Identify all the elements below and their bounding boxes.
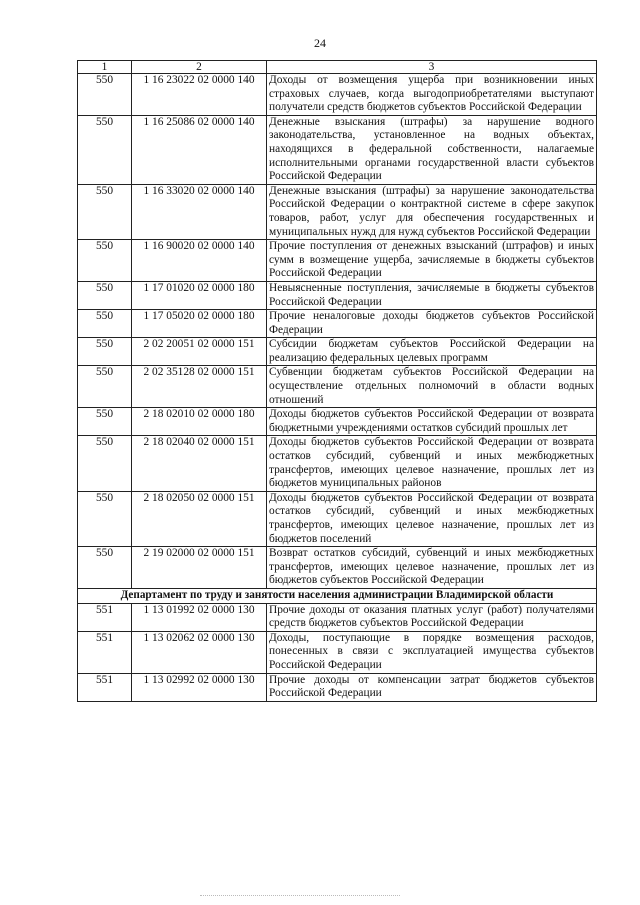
description-cell: Невыясненные поступления, зачисляемые в бюджеты субъектов Российской Федерации [267, 281, 597, 309]
description-cell: Денежные взыскания (штрафы) за нарушение законодательства Российской Федерации о контрактной системе в сфере закупок товаров, работ, услуг для обеспечения государственных и муниципальных нужд для нужд субъектов Российской Федерации [267, 184, 597, 239]
description-cell: Прочие доходы от компенсации затрат бюджетов субъектов Российской Федерации [267, 673, 597, 701]
revenue-code-cell: 2 18 02010 02 0000 180 [132, 408, 267, 436]
admin-code-cell: 550 [78, 491, 132, 546]
admin-code-cell: 551 [78, 631, 132, 673]
admin-code-cell: 550 [78, 408, 132, 436]
revenue-code-cell: 1 17 01020 02 0000 180 [132, 281, 267, 309]
header-col-1: 1 [78, 61, 132, 74]
revenue-code-cell: 2 18 02050 02 0000 151 [132, 491, 267, 546]
page-number: 24 [314, 36, 326, 50]
admin-code-cell: 550 [78, 547, 132, 589]
admin-code-cell: 550 [78, 115, 132, 184]
table-row [78, 74, 597, 116]
scan-artifact [200, 895, 400, 898]
description-cell: Прочие доходы от оказания платных услуг (работ) получателями средств бюджетов субъектов Российской Федерации [267, 603, 597, 631]
admin-code-cell: 550 [78, 436, 132, 491]
table-row [78, 115, 597, 184]
description-cell: Доходы от возмещения ущерба при возникновении иных страховых случаев, когда выгодоприобретателями выступают получатели средств бюджетов субъектов Российской Федерации [267, 74, 597, 116]
admin-code-cell: 551 [78, 673, 132, 701]
revenue-code-cell: 1 16 90020 02 0000 140 [132, 240, 267, 282]
admin-code-cell: 550 [78, 184, 132, 239]
header-col-3: 3 [267, 61, 597, 74]
description-cell: Прочие неналоговые доходы бюджетов субъектов Российской Федерации [267, 310, 597, 338]
table-row [78, 366, 597, 408]
admin-code-cell: 550 [78, 281, 132, 309]
admin-code-cell: 550 [78, 310, 132, 338]
table-row [78, 603, 597, 631]
revenue-code-cell: 1 13 02992 02 0000 130 [132, 673, 267, 701]
table-row [78, 408, 597, 436]
revenue-code-cell: 1 13 02062 02 0000 130 [132, 631, 267, 673]
description-cell: Доходы бюджетов субъектов Российской Федерации от возврата остатков субсидий, субвенций и иных межбюджетных трансфертов, имеющих целевое назначение, прошлых лет из бюджетов поселений [267, 491, 597, 546]
description-cell: Доходы бюджетов субъектов Российской Федерации от возврата бюджетными учреждениями остатков субсидий прошлых лет [267, 408, 597, 436]
description-cell: Возврат остатков субсидий, субвенций и иных межбюджетных трансфертов, имеющих целевое назначение, прошлых лет из бюджетов субъектов Российской Федерации [267, 547, 597, 589]
department-row [78, 588, 597, 603]
revenue-code-cell: 2 18 02040 02 0000 151 [132, 436, 267, 491]
description-cell: Доходы бюджетов субъектов Российской Федерации от возврата остатков субсидий, субвенций и иных межбюджетных трансфертов, имеющих целевое назначение, прошлых лет из бюджетов муниципальных районов [267, 436, 597, 491]
table-row [78, 547, 597, 589]
table-row [78, 491, 597, 546]
description-cell: Доходы, поступающие в порядке возмещения расходов, понесенных в связи с эксплуатацией имущества субъектов Российской Федерации [267, 631, 597, 673]
table-row [78, 631, 597, 673]
revenue-code-cell: 2 02 20051 02 0000 151 [132, 338, 267, 366]
description-cell: Субвенции бюджетам субъектов Российской Федерации на осуществление отдельных полномочий в области водных отношений [267, 366, 597, 408]
table-row [78, 281, 597, 309]
admin-code-cell: 550 [78, 338, 132, 366]
admin-code-cell: 550 [78, 366, 132, 408]
description-cell: Прочие поступления от денежных взысканий (штрафов) и иных сумм в возмещение ущерба, зачисляемые в бюджеты субъектов Российской Федерации [267, 240, 597, 282]
admin-code-cell: 550 [78, 240, 132, 282]
table-row [78, 184, 597, 239]
department-title: Департамент по труду и занятости населения администрации Владимирской области [78, 588, 597, 603]
table-row [78, 673, 597, 701]
description-cell: Денежные взыскания (штрафы) за нарушение водного законодательства, установленное на водных объектах, находящихся в федеральной собственности, налагаемые исполнительными органами государственной власти субъектов Российской Федерации [267, 115, 597, 184]
revenue-code-cell: 1 16 33020 02 0000 140 [132, 184, 267, 239]
revenue-code-cell: 1 17 05020 02 0000 180 [132, 310, 267, 338]
revenue-code-cell: 2 19 02000 02 0000 151 [132, 547, 267, 589]
admin-code-cell: 551 [78, 603, 132, 631]
revenue-table [77, 60, 597, 702]
header-col-2: 2 [132, 61, 267, 74]
revenue-code-cell: 2 02 35128 02 0000 151 [132, 366, 267, 408]
table-header-row [78, 61, 597, 74]
description-cell: Субсидии бюджетам субъектов Российской Федерации на реализацию федеральных целевых программ [267, 338, 597, 366]
table-row [78, 240, 597, 282]
revenue-code-cell: 1 13 01992 02 0000 130 [132, 603, 267, 631]
revenue-code-cell: 1 16 23022 02 0000 140 [132, 74, 267, 116]
table-row [78, 436, 597, 491]
table-row [78, 338, 597, 366]
admin-code-cell: 550 [78, 74, 132, 116]
table-row [78, 310, 597, 338]
revenue-code-cell: 1 16 25086 02 0000 140 [132, 115, 267, 184]
